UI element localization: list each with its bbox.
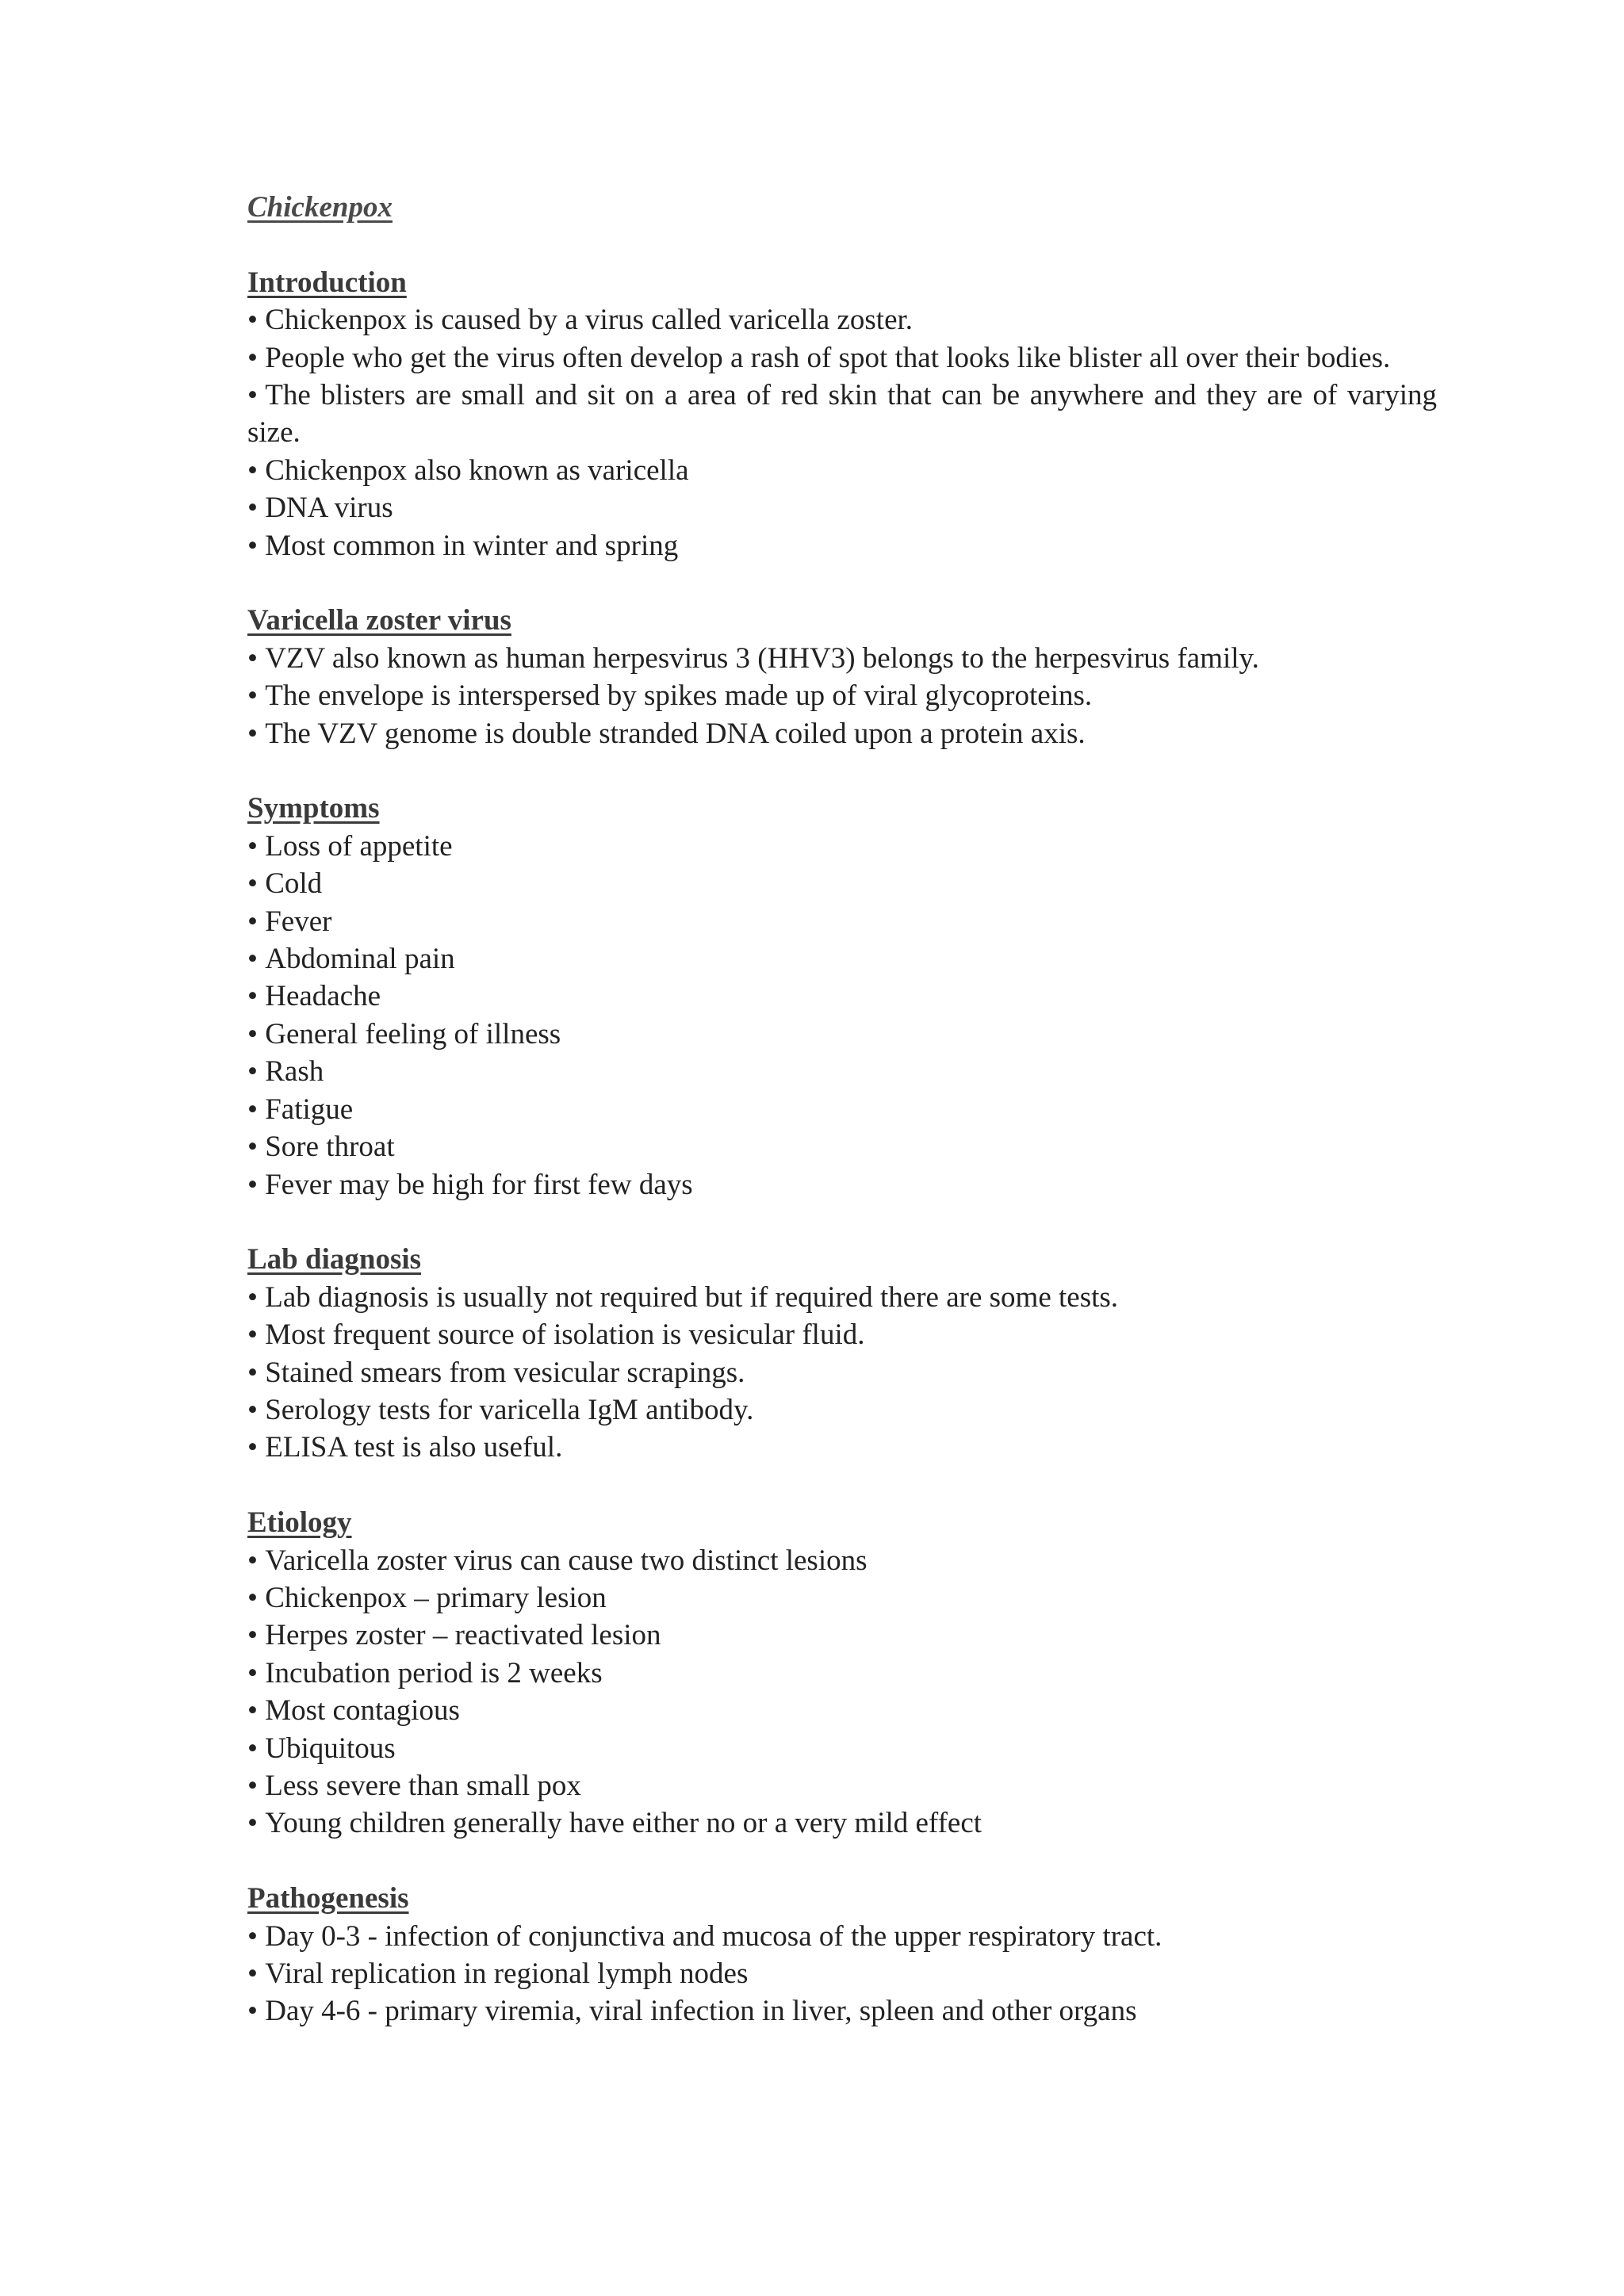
bullet-icon: • (247, 1732, 258, 1765)
list-item (247, 940, 1437, 978)
bullet-icon: • (247, 1356, 258, 1389)
list-item-text: Rash (265, 1055, 324, 1089)
section-heading: Symptoms (247, 792, 380, 825)
list-item (247, 715, 1437, 752)
list-item (247, 978, 1437, 1015)
list-item (247, 489, 1437, 526)
list-item (247, 1391, 1437, 1429)
list-item (247, 865, 1437, 902)
section-pathogenesis (247, 1880, 1437, 2030)
bullet-icon: • (247, 529, 258, 562)
list-item-text: Lab diagnosis is usually not required but if required there are some tests. (265, 1280, 1119, 1314)
list-item (247, 640, 1437, 677)
bullet-icon: • (247, 1656, 258, 1689)
document-body (247, 264, 1437, 2030)
list-item-text: Serology tests for varicella IgM antibody. (265, 1393, 754, 1426)
list-item-text: ELISA test is also useful. (265, 1431, 563, 1464)
list-item-text: Abdominal pain (265, 943, 455, 976)
list-item (247, 1955, 1437, 1992)
list-item-text: Chickenpox also known as varicella (265, 453, 689, 487)
list-item-text: Less severe than small pox (265, 1769, 581, 1802)
list-item-text: Loss of appetite (265, 829, 453, 863)
list-item (247, 452, 1437, 489)
list-item-text: Stained smears from vesicular scrapings. (265, 1356, 745, 1389)
bullet-icon: • (247, 341, 258, 374)
list-item-text: Chickenpox – primary lesion (265, 1581, 607, 1614)
section-heading: Pathogenesis (247, 1882, 409, 1915)
section-symptoms (247, 790, 1437, 1203)
list-item (247, 1316, 1437, 1353)
list-item (247, 1053, 1437, 1090)
list-item-text: Fever may be high for first few days (265, 1168, 693, 1201)
bullet-icon: • (247, 679, 258, 713)
bullet-icon: • (247, 1995, 258, 2028)
list-item-text: Fever (265, 905, 332, 938)
list-item (247, 527, 1437, 564)
section-introduction (247, 264, 1437, 564)
bullet-icon: • (247, 1919, 258, 1953)
section-heading: Lab diagnosis (247, 1243, 422, 1276)
list-item-text: Day 4-6 - primary viremia, viral infection in liver, spleen and other organs (265, 1995, 1137, 2028)
list-item (247, 1692, 1437, 1729)
list-item (247, 1016, 1437, 1053)
section-heading: Varicella zoster virus (247, 604, 511, 637)
bullet-icon: • (247, 304, 258, 337)
list-item-text: Most contagious (265, 1694, 460, 1728)
bullet-icon: • (247, 905, 258, 938)
section-varicella-zoster-virus (247, 602, 1437, 752)
bullet-icon: • (247, 829, 258, 863)
bullet-icon: • (247, 1393, 258, 1426)
bullet-icon: • (247, 1431, 258, 1464)
section-lab-diagnosis (247, 1241, 1437, 1466)
bullet-icon: • (247, 867, 258, 901)
list-item (247, 677, 1437, 714)
bullet-icon: • (247, 1017, 258, 1050)
bullet-icon: • (247, 453, 258, 487)
list-item-text: Incubation period is 2 weeks (265, 1656, 603, 1689)
bullet-list (247, 1279, 1437, 1467)
list-item (247, 1429, 1437, 1466)
list-item (247, 1279, 1437, 1316)
list-item (247, 301, 1437, 339)
list-item (247, 1166, 1437, 1203)
list-item (247, 1730, 1437, 1767)
list-item (247, 1767, 1437, 1804)
document-title: Chickenpox (247, 191, 393, 224)
list-item (247, 1804, 1437, 1842)
bullet-icon: • (247, 1168, 258, 1201)
list-item (247, 377, 1437, 452)
bullet-icon: • (247, 1581, 258, 1614)
list-item (247, 1354, 1437, 1391)
bullet-list (247, 1542, 1437, 1843)
list-item (247, 1091, 1437, 1128)
bullet-icon: • (247, 1694, 258, 1728)
list-item (247, 828, 1437, 865)
list-item-text: Most common in winter and spring (265, 529, 679, 562)
bullet-icon: • (247, 641, 258, 675)
bullet-icon: • (247, 1769, 258, 1802)
list-item-text: Sore throat (265, 1131, 395, 1164)
list-item-text: The envelope is interspersed by spikes made up of viral glycoproteins. (265, 679, 1093, 713)
bullet-icon: • (247, 379, 258, 412)
list-item-text: Ubiquitous (265, 1732, 396, 1765)
section-etiology (247, 1504, 1437, 1843)
list-item-text: Cold (265, 867, 323, 901)
bullet-icon: • (247, 1619, 258, 1652)
list-item-text: General feeling of illness (265, 1017, 561, 1050)
bullet-icon: • (247, 1957, 258, 1990)
list-item (247, 903, 1437, 940)
bullet-list (247, 1918, 1437, 2030)
bullet-icon: • (247, 1807, 258, 1840)
list-item-text: Fatigue (265, 1093, 354, 1126)
list-item-text: Viral replication in regional lymph nodes (265, 1957, 749, 1990)
list-item-text: Chickenpox is caused by a virus called varicella zoster. (265, 304, 914, 337)
bullet-icon: • (247, 492, 258, 525)
bullet-icon: • (247, 1280, 258, 1314)
list-item-text: People who get the virus often develop a rash of spot that looks like blister all over their bodies. (265, 341, 1391, 374)
list-item-text: Young children generally have either no or a very mild effect (265, 1807, 982, 1840)
bullet-icon: • (247, 717, 258, 750)
bullet-list (247, 828, 1437, 1203)
list-item-text: Herpes zoster – reactivated lesion (265, 1619, 661, 1652)
list-item-text: The blisters are small and sit on a area of red skin that can be anywhere and they are of varying size. (247, 379, 1437, 450)
list-item-text: The VZV genome is double stranded DNA coiled upon a protein axis. (265, 717, 1086, 750)
list-item (247, 1918, 1437, 1955)
list-item-text: Most frequent source of isolation is vesicular fluid. (265, 1318, 865, 1352)
list-item (247, 1542, 1437, 1579)
bullet-icon: • (247, 1093, 258, 1126)
bullet-list (247, 640, 1437, 752)
bullet-list (247, 301, 1437, 564)
list-item-text: DNA virus (265, 492, 393, 525)
list-item (247, 1579, 1437, 1617)
list-item (247, 1617, 1437, 1654)
list-item-text: Varicella zoster virus can cause two distinct lesions (265, 1544, 868, 1577)
bullet-icon: • (247, 943, 258, 976)
list-item (247, 339, 1437, 377)
section-heading: Introduction (247, 266, 407, 299)
list-item (247, 1655, 1437, 1692)
list-item (247, 1128, 1437, 1165)
bullet-icon: • (247, 1544, 258, 1577)
section-heading: Etiology (247, 1506, 352, 1540)
document-page (247, 189, 1437, 2068)
bullet-icon: • (247, 1318, 258, 1352)
bullet-icon: • (247, 980, 258, 1013)
bullet-icon: • (247, 1055, 258, 1089)
list-item-text: Headache (265, 980, 381, 1013)
list-item (247, 1992, 1437, 2030)
bullet-icon: • (247, 1131, 258, 1164)
list-item-text: Day 0-3 - infection of conjunctiva and mucosa of the upper respiratory tract. (265, 1919, 1162, 1953)
list-item-text: VZV also known as human herpesvirus 3 (HHV3) belongs to the herpesvirus family. (265, 641, 1259, 675)
